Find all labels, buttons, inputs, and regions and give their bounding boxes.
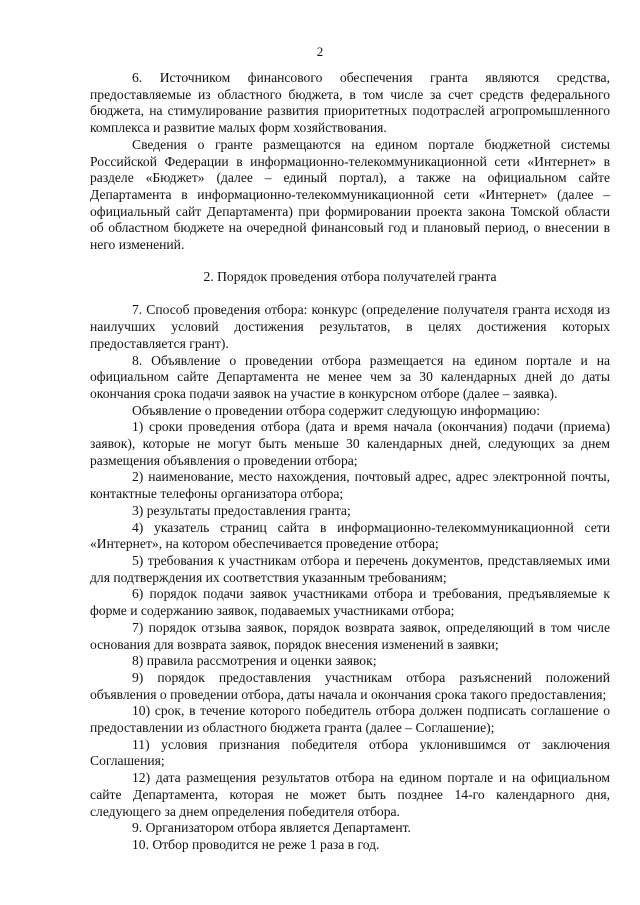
list-item: 5) требования к участникам отбора и перечень документов, представляемых ими для подтверждения их соответствия указанным требованиям; [90,552,610,585]
list-item: 2) наименование, место нахождения, почтовый адрес, адрес электронной почты, контактные телефоны организатора отбора; [90,469,610,502]
paragraph-9: 9. Организатором отбора является Департамент. [132,820,411,836]
list-item: 8) правила рассмотрения и оценки заявок; [132,653,377,669]
list-item: 11) условия признания победителя отбора уклонившимся от заключения Соглашения; [90,736,610,769]
paragraph-grant-info: Сведения о гранте размещаются на едином портале бюджетной системы Российской Федерации в информационно-телекоммуникационной сети «Интернет» в разделе «Бюджет» (далее – единый портал), а также на официальном сайте Департамента в информационно-телекоммуникационной сети «Интернет» (далее – официальный сайт Департамента) при формировании проекта закона Томской области об областном бюджете на очередной финансовый год и плановый период, о внесении в него изменений. [90,136,610,253]
list-item: 6) порядок подачи заявок участниками отбора и требования, предъявляемые к форме и содержанию заявок, подаваемых участниками отбора; [90,586,610,619]
list-item: 3) результаты предоставления гранта; [132,502,351,518]
paragraph-8: 8. Объявление о проведении отбора размещается на едином портале и на официальном сайте Департамента не менее чем за 30 календарных дней до даты окончания срока подачи заявок на участие в конкурсном отборе (далее – заявка). [90,352,610,401]
list-item: 12) дата размещения результатов отбора на едином портале и на официальном сайте Департамента, которая не может быть позднее 14-го календарного дня, следующего за днем определения победителя отбора. [90,770,610,819]
list-item: 9) порядок предоставления участникам отбора разъяснений положений объявления о проведении отбора, даты начала и окончания срока такого предоставления; [90,669,610,702]
list-item: 7) порядок отзыва заявок, порядок возврата заявок, определяющий в том числе основания для возврата заявок, порядок внесения изменений в заявки; [90,619,610,652]
paragraph-6: 6. Источником финансового обеспечения гранта являются средства, предоставляемые из областного бюджета, в том числе за счет средств федерального бюджета, на стимулирование развития приоритетных подотраслей агропромышленного комплекса и развитие малых форм хозяйствования. [90,70,610,136]
paragraph-8-intro: Объявление о проведении отбора содержит следующую информацию: [132,402,540,418]
list-item: 4) указатель страниц сайта в информационно-телекоммуникационной сети «Интернет», на котором обеспечивается проведение отбора; [90,519,610,552]
paragraph-10: 10. Отбор проводится не реже 1 раза в год. [132,836,380,852]
spacer [90,254,610,269]
section-heading: 2. Порядок проведения отбора получателей гранта [203,268,497,284]
document-body [90,70,610,854]
list-item: 1) сроки проведения отбора (дата и время начала (окончания) подачи (приема) заявок), которые не могут быть меньше 30 календарных дней, следующих за днем размещения объявления о проведении отбора; [90,419,610,468]
list-item: 10) срок, в течение которого победитель отбора должен подписать соглашение о предоставлении из областного бюджета гранта (далее – Соглашение); [90,703,610,736]
paragraph-7: 7. Способ проведения отбора: конкурс (определение получателя гранта исходя из наилучших условий достижения результатов, в целях достижения которых предоставляется грант). [90,302,610,351]
page-number: 2 [316,44,324,59]
spacer [90,285,610,302]
